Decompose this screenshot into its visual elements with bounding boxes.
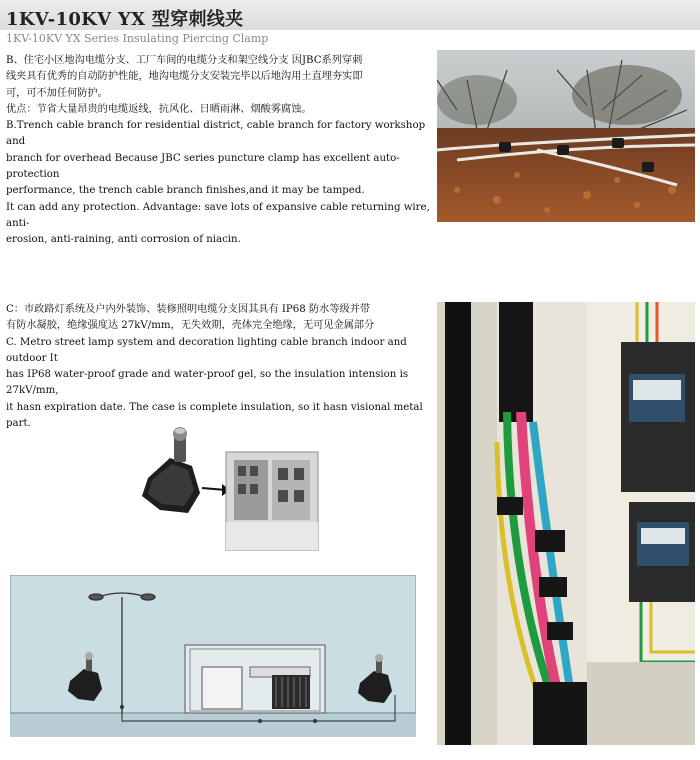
- section-b-zh-line: 优点：节省大量昂贵的电缆返线，抗风化、日晒雨淋、烟酸雾腐蚀。: [6, 103, 312, 115]
- section-b-en-line: B.Trench cable branch for residential district, cable branch for factory workshop and: [6, 120, 426, 148]
- section-b-text: [6, 53, 431, 249]
- section-b-zh-line: B、住宅小区地沟电缆分支、工厂车间的电缆分支和架空线分支 因JBC系列穿刺: [6, 55, 363, 66]
- section-b-en-line: erosion, anti-raining, anti corrosion of niacin.: [6, 234, 241, 246]
- section-b-en-line: performance, the trench cable branch finishes,and it may be tamped.: [6, 185, 365, 197]
- trench-cable-photo: [437, 50, 695, 222]
- street-lamp-diagram: [10, 575, 416, 737]
- transformer-icon: [272, 675, 310, 709]
- section-c-en-line: it hasn expiration date. The case is complete insulation, so it hasn visional metal part.: [6, 401, 423, 430]
- section-c-zh-line: C：市政路灯系统及户内外装饰、装修照明电缆分支因其具有 IP68 防水等级并带: [6, 304, 371, 315]
- section-c-text: [6, 302, 431, 432]
- piercing-clamp-icon: [142, 427, 200, 513]
- section-b-en-line: branch for overhead Because JBC series puncture clamp has excellent auto-protection: [6, 152, 400, 181]
- clamp-with-inset: [130, 418, 330, 558]
- section-b-zh-line: 线夹具有优秀的自动防护性能，地沟电缆分支安装完毕以后地沟用土直埋夯实即: [6, 71, 363, 83]
- section-b-zh-line: 可，可不加任何防护。: [6, 87, 108, 99]
- section-b-en-line: It can add any protection. Advantage: save lots of expansive cable returning wire, anti-: [6, 201, 430, 229]
- section-c-en-line: has IP68 water-proof grade and water-proof gel, so the insulation intension is 27kV/mm,: [6, 369, 409, 397]
- indoor-cable-photo: [437, 302, 695, 745]
- page-subtitle: 1KV-10KV YX Series Insulating Piercing Clamp: [6, 32, 269, 45]
- page-title: 1KV-10KV YX 型穿刺线夹: [6, 9, 244, 30]
- section-c-zh-line: 有防水凝胶，绝缘强度达 27kV/mm，无失效期，壳体完全绝缘，无可见金属部分: [6, 320, 375, 332]
- section-c-en-line: C. Metro street lamp system and decoration lighting cable branch indoor and outdoor It: [6, 336, 407, 364]
